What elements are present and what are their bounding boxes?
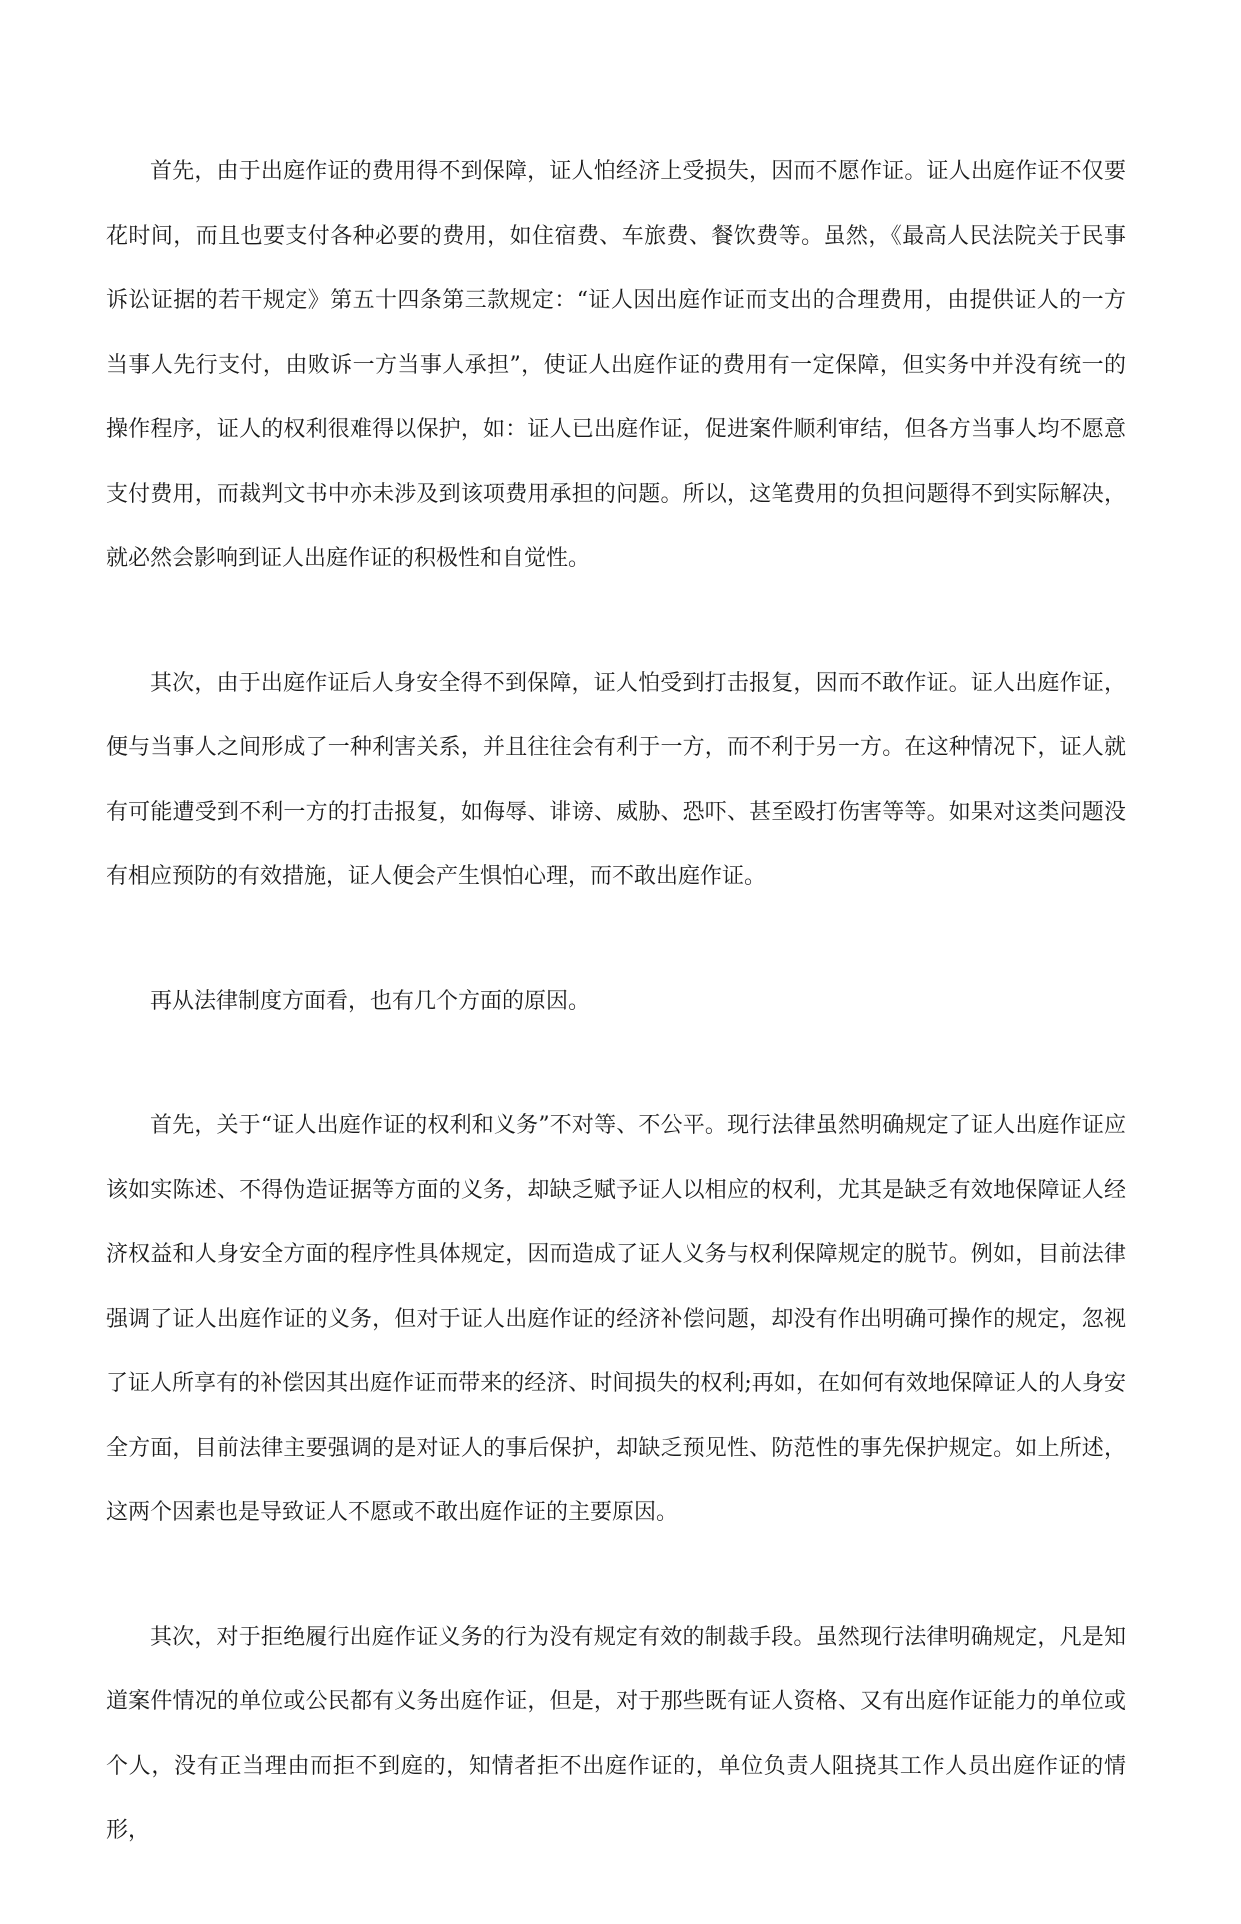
paragraph-rights-obligations: 首先，关于“证人出庭作证的权利和义务”不对等、不公平。现行法律虽然明确规定了证人出庭作证应该如实陈述、不得伪造证据等方面的义务，却缺乏赋予证人以相应的权利，尤其是缺乏有效地保障证人经济权益和人身安全方面的程序性具体规定，因而造成了证人义务与权利保障规定的脱节。例如，目前法律强调了证人出庭作证的义务，但对于证人出庭作证的经济补偿问题，却没有作出明确可操作的规定，忽视了证人所享有的补偿因其出庭作证而带来的经济、时间损失的权利;再如，在如何有效地保障证人的人身安全方面，目前法律主要强调的是对证人的事后保护，却缺乏预见性、防范性的事先保护规定。如上所述，这两个因素也是导致证人不愿或不敢出庭作证的主要原因。 [106,1113,1126,1525]
paragraph-witness-safety: 其次，由于出庭作证后人身安全得不到保障，证人怕受到打击报复，因而不敢作证。证人出庭作证，便与当事人之间形成了一种利害关系，并且往往会有利于一方，而不利于另一方。在这种情况下，证人就有可能遭受到不利一方的打击报复，如侮辱、诽谤、威胁、恐吓、甚至殴打伤害等等。如果对这类问题没有相应预防的有效措施，证人便会产生惧怕心理，而不敢出庭作证。 [106,670,1126,889]
paragraph-legal-system-intro: 再从法律制度方面看，也有几个方面的原因。 [150,988,591,1014]
paragraph-witness-expense: 首先，由于出庭作证的费用得不到保障，证人怕经济上受损失，因而不愿作证。证人出庭作证不仅要花时间，而且也要支付各种必要的费用，如住宿费、车旅费、餐饮费等。虽然，《最高人民法院关于民事诉讼证据的若干规定》第五十四条第三款规定：“证人因出庭作证而支出的合理费用，由提供证人的一方当事人先行支付，由败诉一方当事人承担”，使证人出庭作证的费用有一定保障，但实务中并没有统一的操作程序，证人的权利很难得以保护，如：证人已出庭作证，促进案件顺利审结，但各方当事人均不愿意支付费用，而裁判文书中亦未涉及到该项费用承担的问题。所以，这笔费用的负担问题得不到实际解决，就必然会影响到证人出庭作证的积极性和自觉性。 [106,159,1126,571]
paragraph-sanctions: 其次，对于拒绝履行出庭作证义务的行为没有规定有效的制裁手段。虽然现行法律明确规定，凡是知道案件情况的单位或公民都有义务出庭作证，但是，对于那些既有证人资格、又有出庭作证能力的单位或个人，没有正当理由而拒不到庭的，知情者拒不出庭作证的，单位负责人阻挠其工作人员出庭作证的情形， [106,1624,1126,1843]
document-body [106,140,1126,1924]
